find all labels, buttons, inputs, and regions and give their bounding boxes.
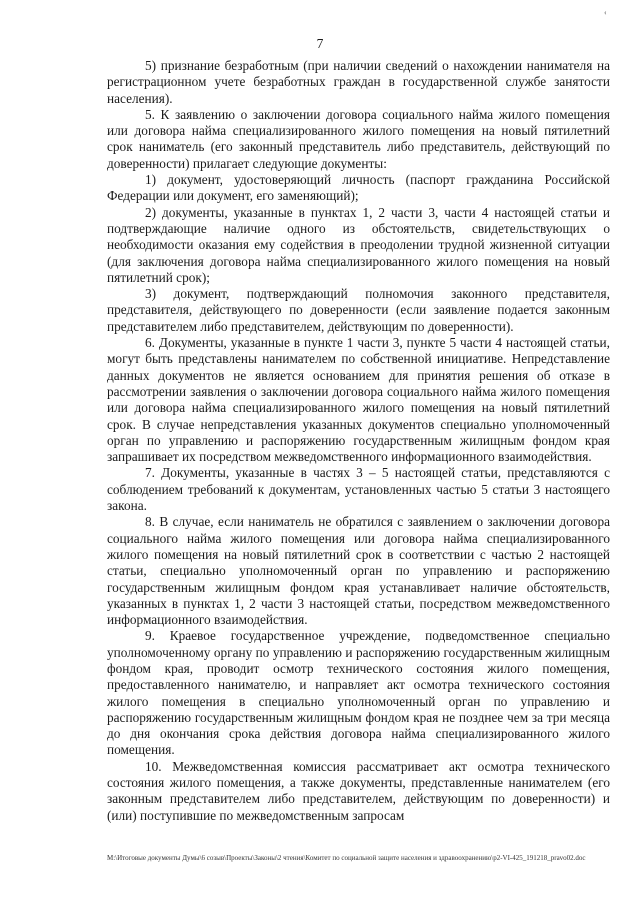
page-number: 7 xyxy=(316,36,324,51)
paragraph: 9. Краевое государственное учреждение, подведомственное специально уполномоченному органу по управлению и распоряжению государственным жилищным фондом края, проводит осмотр технического состояния жилого помещения, предоставленного нанимателю, и направляет акт осмотра технического состояния жилого помещения в специально уполномоченный орган по управлению и распоряжению государственным жилищным фондом края не позднее чем за три месяца до дня окончания срока действия договора найма специализированного жилого помещения. xyxy=(107,628,610,758)
paragraph: 5. К заявлению о заключении договора социального найма жилого помещения или договора найма специализированного жилого помещения на новый пятилетний срок наниматель (его законный представитель либо представитель, действующий по доверенности) прилагает следующие документы: xyxy=(107,106,610,171)
paragraph: 5) признание безработным (при наличии сведений о нахождении нанимателя на регистрационном учете безработных граждан в государственной службе занятости населения). xyxy=(107,58,610,106)
document-body xyxy=(107,58,610,824)
paragraph: 2) документы, указанные в пунктах 1, 2 части 3, части 4 настоящей статьи и подтверждающие наличие одного из обстоятельств, свидетельствующих о необходимости оказания ему содействия в преодолении трудной жизненной ситуации (для заключения договора найма специализированного жилого помещения на новый пятилетний срок); xyxy=(107,204,610,285)
paragraph: 8. В случае, если наниматель не обратился с заявлением о заключении договора социального найма жилого помещения или договора найма специализированного жилого помещения на новый пятилетний срок в соответствии с частью 2 настоящей статьи, специально уполномоченный орган по управлению и распоряжению государственным жилищным фондом края устанавливает наличие обстоятельств, указанных в пунктах 1, 2 части 3 настоящей статьи, посредством межведомственного информационного взаимодействия. xyxy=(107,514,610,628)
paragraph: 7. Документы, указанные в частях 3 – 5 настоящей статьи, представляются с соблюдением требований к документам, установленных частью 5 статьи 3 настоящего закона. xyxy=(107,465,610,514)
paragraph: 3) документ, подтверждающий полномочия законного представителя, представителя, действующего по доверенности (если заявление подается законным представителем либо представителем, действующим по доверенности). xyxy=(107,286,610,334)
paragraph: 1) документ, удостоверяющий личность (паспорт гражданина Российской Федерации или документ, его заменяющий); xyxy=(107,172,610,204)
paragraph: 10. Межведомственная комиссия рассматривает акт осмотра технического состояния жилого помещения, а также документы, представленные нанимателем (его законным представителем либо представителем, действующим по доверенности) и (или) поступившие по межведомственным запросам xyxy=(107,758,610,823)
corner-mark: ‹ xyxy=(604,8,607,17)
file-path-footer: M:\Итоговые документы Думы\6 созыв\Проекты\Законы\2 чтения\Комитет по социальной защите населения и здравоохранению\р2-VI-425_191218_pravo02.doc xyxy=(107,854,586,862)
paragraph: 6. Документы, указанные в пункте 1 части 3, пункте 5 части 4 настоящей статьи, могут быть представлены нанимателем по собственной инициативе. Непредставление данных документов не является основанием для принятия решения об отказе в рассмотрении заявления о заключении договора социального найма жилого помещения или договора найма специализированного жилого помещения на новый пятилетний срок. В случае непредставления указанных документов специально уполномоченный орган по управлению и распоряжению государственным жилищным фондом края запрашивает их посредством межведомственного информационного взаимодействия. xyxy=(107,335,610,465)
